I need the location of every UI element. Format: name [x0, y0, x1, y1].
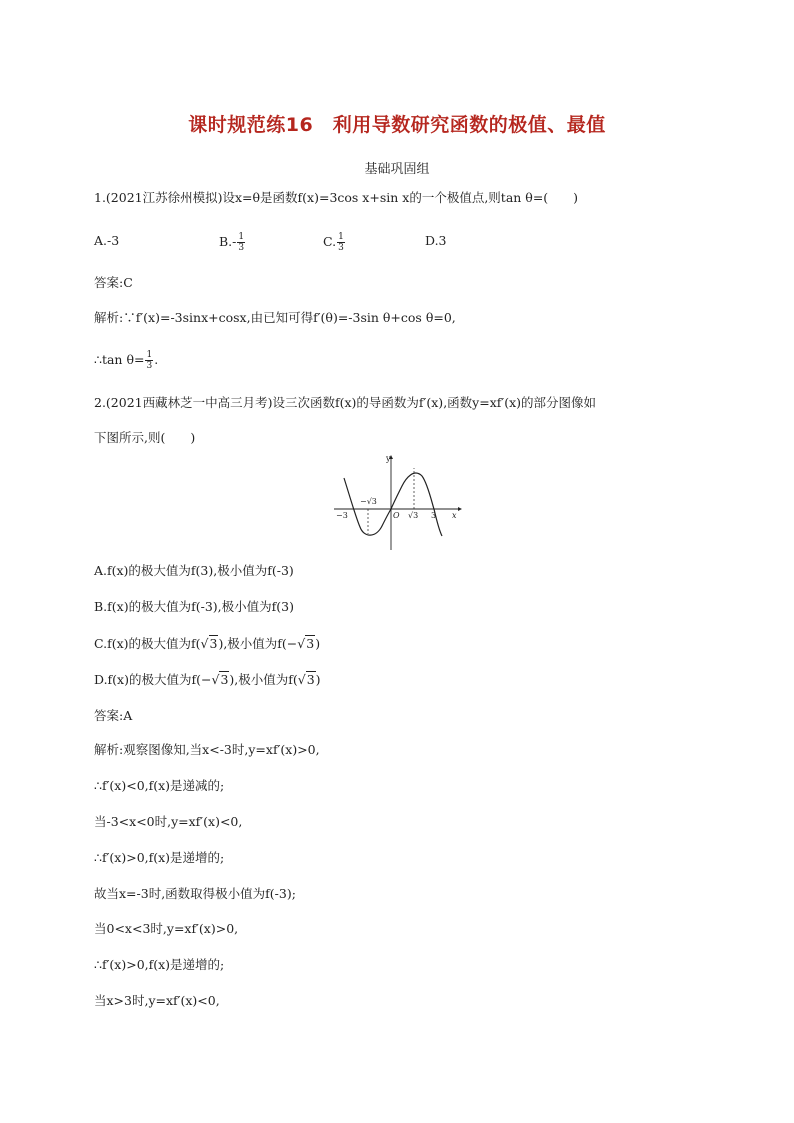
q2-analysis-line-5: 故当x=-3时,函数取得极小值为f(-3); [94, 886, 296, 901]
q2-option-d-part1: D.f(x)的极大值为f(− [94, 672, 212, 687]
label-neg3: −3 [336, 511, 348, 520]
q1-analysis-2-suffix: . [154, 352, 159, 367]
q2-option-d-sqrt-b: √3 [297, 672, 315, 687]
q2-option-a: A.f(x)的极大值为f(3),极小值为f(-3) [94, 563, 294, 578]
q2-option-d-sqrt-a: √3 [211, 672, 229, 687]
q2-stem-2: 下图所示,则( ) [94, 430, 196, 445]
q2-option-d-part3: ) [315, 672, 321, 687]
q1-analysis-2-fraction [145, 350, 153, 371]
q2-option-c-part2: ),极小值为f(− [218, 636, 298, 651]
q2-analysis-line-4: ∴f′(x)>0,f(x)是递增的; [94, 850, 225, 865]
q2-option-c-part1: C.f(x)的极大值为f( [94, 636, 201, 651]
label-x: x [452, 511, 457, 520]
q2-option-c-sqrt-b: √3 [297, 636, 315, 651]
q1-option-a: A.-3 [94, 233, 120, 248]
q1-analysis-2-den: 3 [146, 361, 153, 371]
q2-analysis-line-6: 当0<x<3时,y=xf′(x)>0, [94, 921, 239, 936]
curve-xfprime [344, 473, 442, 536]
q2-answer: 答案:A [94, 708, 133, 723]
q2-analysis-line-7: ∴f′(x)>0,f(x)是递增的; [94, 957, 225, 972]
x-axis-arrow [458, 507, 462, 511]
q1-option-d: D.3 [425, 233, 447, 248]
q1-option-c-num: 1 [338, 232, 344, 242]
label-sqrt3: √3 [408, 511, 419, 520]
q2-analysis-line-3: 当-3<x<0时,y=xf′(x)<0, [94, 814, 243, 829]
q1-option-b-num: 1 [238, 232, 245, 242]
q2-analysis-line-1: 解析:观察图像知,当x<-3时,y=xf′(x)>0, [94, 742, 320, 757]
q1-option-b-prefix: B.- [219, 234, 237, 249]
q2-option-d-rad-b: 3 [306, 672, 315, 687]
q2-analysis-line-2: ∴f′(x)<0,f(x)是递减的; [94, 778, 225, 793]
q2-option-d-part2: ),极小值为f( [229, 672, 298, 687]
q1-analysis-2-prefix: ∴tan θ= [94, 352, 145, 367]
label-y: y [386, 454, 391, 463]
q2-option-c-sqrt-a: √3 [200, 636, 218, 651]
q1-option-c-den: 3 [338, 243, 344, 253]
q1-option-c-fraction [337, 232, 345, 253]
q2-option-c-rad-a: 3 [209, 636, 218, 651]
q1-option-c-prefix: C. [323, 234, 337, 249]
q1-option-b-fraction [237, 232, 245, 253]
q2-option-d-rad-a: 3 [220, 672, 229, 687]
q1-analysis-2 [94, 350, 158, 371]
q2-stem-1: 2.(2021西藏林芝一中高三月考)设三次函数f(x)的导函数为f′(x),函数y=xf′(x)的部分图像如 [94, 395, 597, 410]
q1-option-b-den: 3 [238, 243, 245, 253]
q2-function-graph [330, 452, 465, 552]
section-title: 基础巩固组 [364, 162, 430, 177]
q2-option-b: B.f(x)的极大值为f(-3),极小值为f(3) [94, 599, 294, 614]
q1-option-b [219, 232, 246, 253]
label-neg-sqrt3: −√3 [360, 497, 377, 506]
q2-analysis-line-8: 当x>3时,y=xf′(x)<0, [94, 993, 220, 1008]
label-origin: O [393, 511, 400, 520]
q2-option-c-rad-b: 3 [306, 636, 315, 651]
q2-option-c-part3: ) [315, 636, 321, 651]
q1-analysis-2-num: 1 [146, 350, 153, 360]
q2-option-c [94, 635, 320, 653]
label-3: 3 [431, 511, 437, 520]
q1-answer: 答案:C [94, 275, 133, 290]
q1-option-c [323, 232, 346, 253]
q1-stem: 1.(2021江苏徐州模拟)设x=θ是函数f(x)=3cos x+sin x的一个极值点,则tan θ=( ) [94, 190, 579, 205]
page-title: 课时规范练16 利用导数研究函数的极值、最值 [188, 114, 606, 136]
q1-analysis-1: 解析:∵f′(x)=-3sinx+cosx,由已知可得f′(θ)=-3sin θ+cos θ=0, [94, 310, 456, 325]
q2-option-d [94, 671, 321, 689]
